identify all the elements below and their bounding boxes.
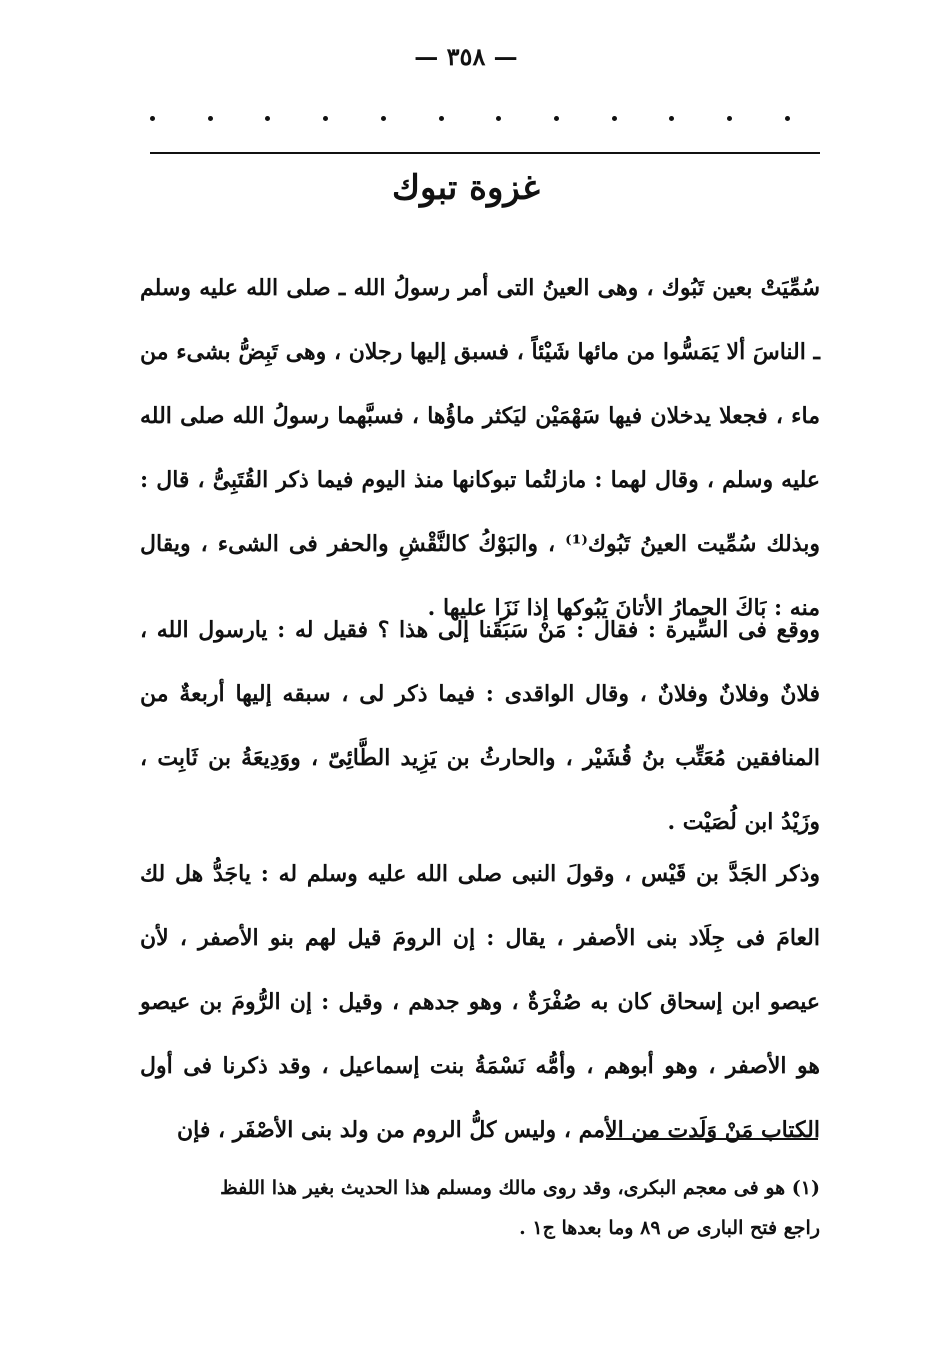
paragraph-text: ووقع فى السِّيرة : فقال : مَنْ سَبَقَنا إلى هذا ؟ فقيل له : يارسول الله ، فلانٌ وفلانٌ وفلانٌ ، وقال الواقدى : فيما ذكر لى ، سبقه إليها أربعةٌ من المنافقين مُعَتِّب بنُ قُشَيْر ، والحارثُ بن يَزِيد الطَّائِىّ ، ووَدِيعَةُ بن ثَابِت ، وزَيْدُ ابن لُصَيْت . <box>140 617 820 835</box>
paragraph-1 <box>140 256 820 640</box>
paragraph-text: وذكر الجَدَّ بن قَيْس ، وقولَ النبى صلى الله عليه وسلم له : ياجَدُّ هل لك العامَ فى جِلَاد بنى الأصفر ، يقال : إن الرومَ قيل لهم بنو الأصفر ، لأن عيصو ابن إسحاق كان به صُفْرَةٌ ، وهو جدهم ، وقيل : إن الرُّومَ بن عيصو هو الأصفر ، وهو أبوهم ، وأمُّه نَسْمَةُ بنت إسماعيل ، وقد ذكرنا فى أول الكتاب مَنْ وَلَدت من الأمم ، وليس كلُّ الروم من ولد بنى الأصْفَر ، فإن <box>140 861 820 1143</box>
chapter-title: غزوة تبوك <box>392 168 540 208</box>
ornament-dot <box>150 116 155 121</box>
paragraph-2 <box>140 598 820 854</box>
ornament-dot <box>265 116 270 121</box>
ornament-dot <box>612 116 617 121</box>
footnote-line: راجع فتح البارى ص ٨٩ وما بعدها ج١ . <box>519 1217 820 1239</box>
footnote-separator <box>606 1138 818 1140</box>
ornament-dot <box>496 116 501 121</box>
ornament-dot <box>381 116 386 121</box>
footnotes <box>140 1168 820 1248</box>
paragraph-text: سُمِّيَتْ بعين تَبُوك ، وهى العينُ التى أمر رسولُ الله ـ صلى الله عليه وسلم ـ الناسَ ألا يَمَسُّوا من مائها شَيْئاً ، فسبق إليها رجلان ، وهى تَبِضُّ بشىء من ماء ، فجعلا يدخلان فيها سَهْمَيْن ليَكثر ماؤُها ، فسبَّهما رسولُ الله صلى الله عليه وسلم ، وقال لهما : مازلتُما تبوكانها منذ اليوم فيما ذكر القُتَبِىُّ ، قال : وبذلك سُمِّيت العينُ تَبُوك⁽¹⁾ ، والبَوْكُ كالنَّقْشِ والحفر فى الشىء ، ويقال منه : بَاكَ الحمارُ الأتانَ يَبُوكها إذا نَزَا عليها . <box>140 275 820 621</box>
paragraph-3 <box>140 842 820 1162</box>
ornament-dot <box>669 116 674 121</box>
footnote-line: (١) هو فى معجم البكرى، وقد روى مالك ومسلم هذا الحديث بغير هذا اللفظ <box>220 1177 820 1199</box>
page-number: — ٣٥٨ — <box>414 42 518 71</box>
header-rule <box>150 152 820 154</box>
ornament-dot <box>554 116 559 121</box>
ornament-dot <box>323 116 328 121</box>
ornamental-dot-row <box>150 116 790 121</box>
ornament-dot <box>727 116 732 121</box>
ornament-dot <box>785 116 790 121</box>
ornament-dot <box>439 116 444 121</box>
ornament-dot <box>208 116 213 121</box>
